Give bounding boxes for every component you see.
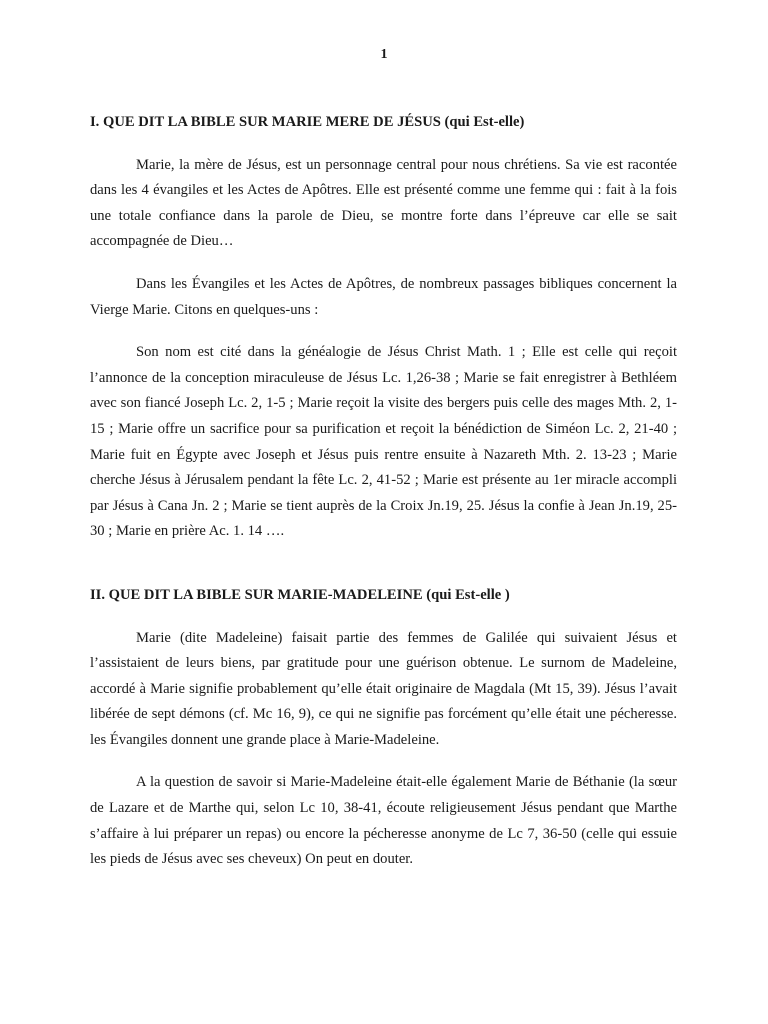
- document-body: [90, 110, 677, 890]
- section-1-paragraph-1: Marie, la mère de Jésus, est un personnage central pour nous chrétiens. Sa vie est racontée dans les 4 évangiles et les Actes de Apôtres. Elle est présenté comme une femme qui : fait à la fois une totale confiance dans la parole de Dieu, se montre forte dans l’épreuve car elle se sait accompagnée de Dieu…: [90, 156, 677, 250]
- section-2-paragraph-1: Marie (dite Madeleine) faisait partie des femmes de Galilée qui suivaient Jésus et l’assistaient de leurs biens, par gratitude pour une guérison obtenue. Le surnom de Madeleine, accordé à Marie signifie probablement qu’elle était originaire de Magdala (Mt 15, 39). Jésus l’avait libérée de sept démons (cf. Mc 16, 9), ce qui ne signifie pas forcément qu’elle était une pécheresse. les Évangiles donnent une grande place à Marie-Madeleine.: [90, 629, 677, 748]
- section-1-heading: I. QUE DIT LA BIBLE SUR MARIE MERE DE JÉSUS (qui Est-elle): [90, 114, 525, 130]
- page-number: 1: [380, 47, 388, 62]
- section-1-paragraph-2: Dans les Évangiles et les Actes de Apôtres, de nombreux passages bibliques concernent la Vierge Marie. Citons en quelques-uns :: [90, 275, 677, 318]
- section-2-heading: II. QUE DIT LA BIBLE SUR MARIE-MADELEINE (qui Est-elle ): [90, 586, 510, 603]
- section-1-paragraph-3: Son nom est cité dans la généalogie de Jésus Christ Math. 1 ; Elle est celle qui reçoit l’annonce de la conception miraculeuse de Jésus Lc. 1,26-38 ; Marie se fait enregistrer à Bethléem avec son fiancé Joseph Lc. 2, 1-5 ; Marie reçoit la visite des bergers puis celle des mages Mth. 2, 1-15 ; Marie offre un sacrifice pour sa purification et reçoit la bénédiction de Siméon Lc. 2, 21-40 ; Marie fuit en Égypte avec Joseph et Jésus puis rentre ensuite à Nazareth Mth. 2. 13-23 ; Marie cherche Jésus à Jérusalem pendant la fête Lc. 2, 41-52 ; Marie est présente au 1er miracle accompli par Jésus à Cana Jn. 2 ; Marie se tient auprès de la Croix Jn.19, 25. Jésus la confie à Jean Jn.19, 25-30 ; Marie en prière Ac. 1. 14 ….: [90, 344, 677, 540]
- section-2-paragraph-2: A la question de savoir si Marie-Madeleine était-elle également Marie de Béthanie (la sœur de Lazare et de Marthe qui, selon Lc 10, 38-41, écoute religieusement Jésus pendant que Marthe s’affaire à lui préparer un repas) ou encore la pécheresse anonyme de Lc 7, 36-50 (celle qui essuie les pieds de Jésus avec ses cheveux) On peut en douter.: [90, 774, 677, 868]
